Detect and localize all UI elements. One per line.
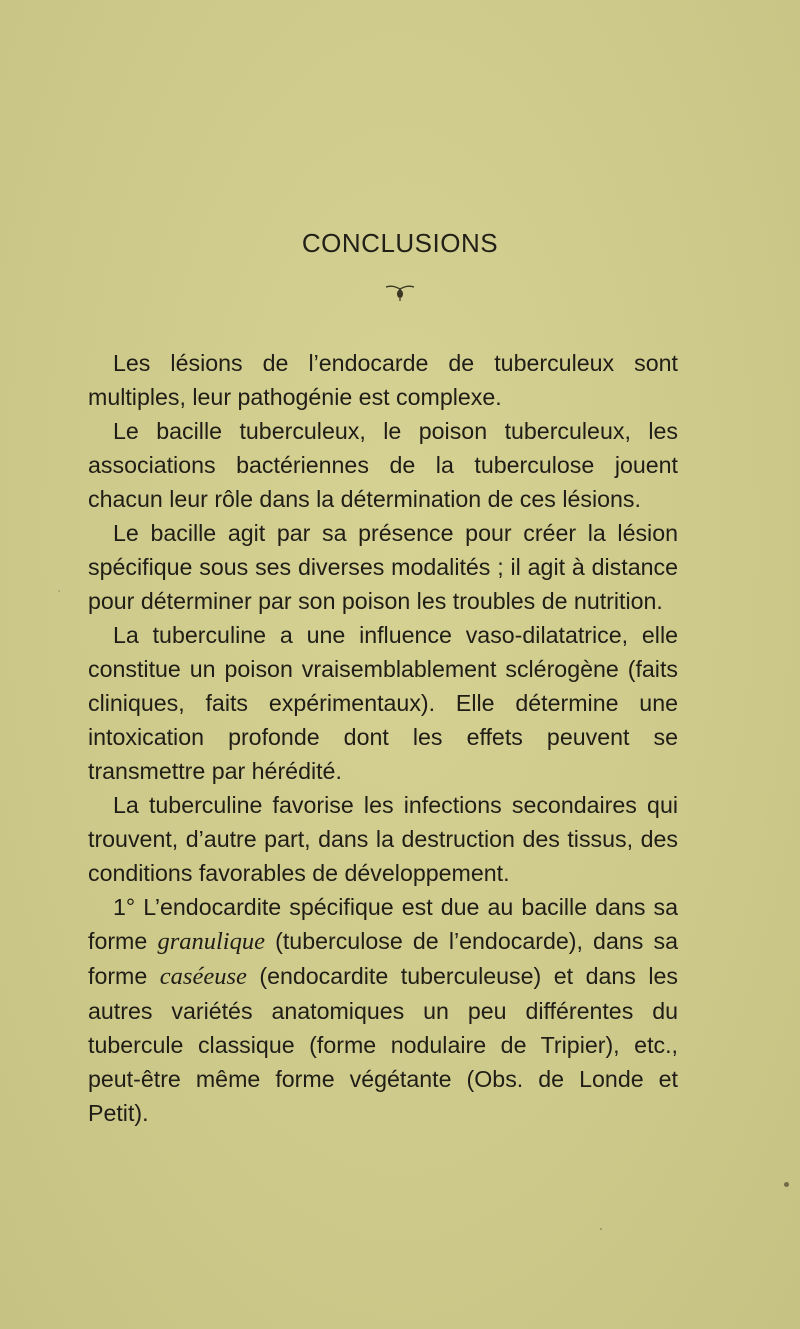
fleuron-ornament-icon — [384, 281, 416, 303]
paragraph: La tuberculine a une influence vaso-dilatatrice, elle constitue un poison vraisemblablement sclérogène (faits cliniques, faits expérimentaux). Elle détermine une intoxication profonde dont les effets peuvent se transmettre par hérédité. — [88, 622, 678, 784]
emphasis-caseeuse: caséeuse — [159, 963, 247, 990]
paragraph-numbered — [88, 890, 678, 1130]
paragraph: Le bacille tuberculeux, le poison tuberculeux, les associations bactériennes de la tuberculose jouent chacun leur rôle dans la détermination de ces lésions. — [88, 418, 678, 512]
page-title: CONCLUSIONS — [301, 228, 499, 258]
paper-speck — [784, 1182, 789, 1187]
paragraph-text: (endocardite tuberculeuse) et dans les autres variétés anatomiques un peu différentes du tubercule classique (forme nodulaire de Tripier), etc., peut-être même forme végétante (Obs. de Londe et Petit). — [88, 963, 679, 1126]
paragraph: Les lésions de l’endocarde de tuberculeux sont multiples, leur pathogénie est complexe. — [88, 350, 678, 410]
paragraph-text: 1° L’endocardite spécifique est due au bacille dans sa forme — [88, 894, 678, 954]
conclusions-text — [88, 346, 678, 1130]
paper-speck — [600, 1228, 602, 1230]
paragraph-text: (tuberculose de l’endocarde), dans sa forme — [88, 928, 678, 989]
emphasis-granulique: granulique — [157, 928, 265, 955]
paragraph: La tuberculine favorise les infections secondaires qui trouvent, d’autre part, dans la destruction des tissus, des conditions favorables de développement. — [88, 792, 678, 886]
paragraph: Le bacille agit par sa présence pour créer la lésion spécifique sous ses diverses modalités ; il agit à distance pour déterminer par son poison les troubles de nutrition. — [88, 520, 678, 614]
paper-speck — [58, 590, 60, 592]
